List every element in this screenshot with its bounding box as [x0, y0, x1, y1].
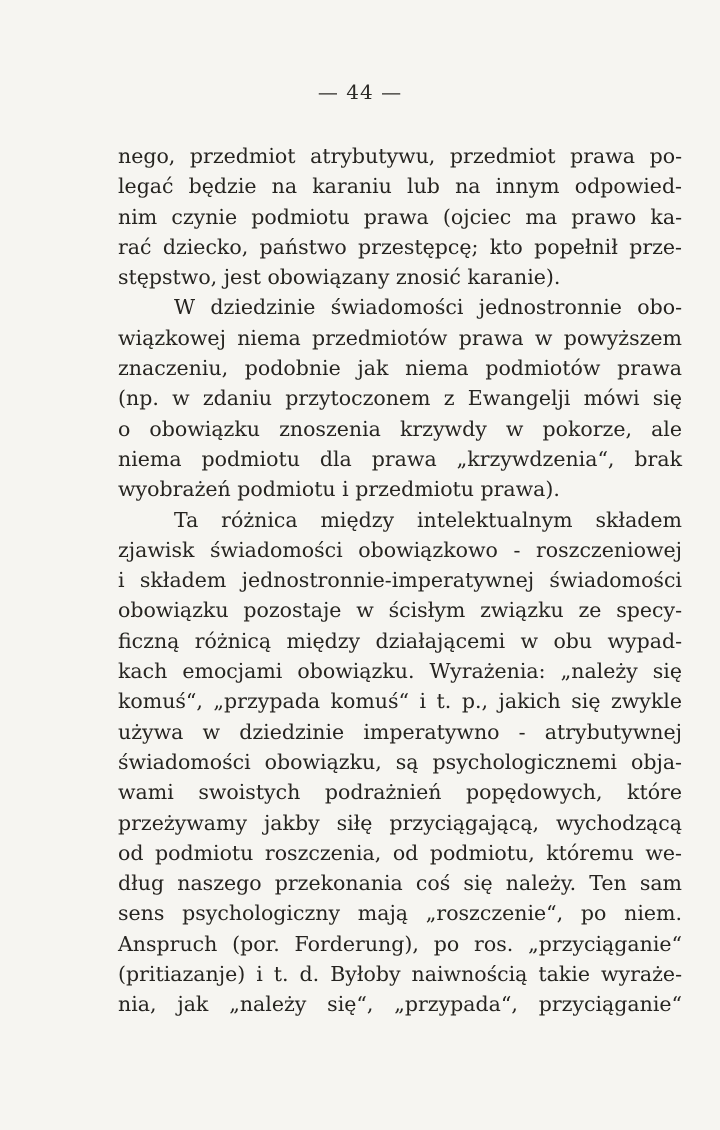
text-line: niema podmiotu dla prawa „krzywdzenia“, brak — [118, 446, 682, 471]
text-line: W dziedzinie świadomości jednostronnie obo- — [174, 295, 682, 320]
text-line: stępstwo, jest obowiązany znosić karanie). — [118, 265, 561, 290]
text-line: zjawisk świadomości obowiązkowo - roszczeniowej — [118, 537, 682, 562]
text-line: Ta różnica między intelektualnym składem — [174, 507, 682, 532]
text-line: używa w dziedzinie imperatywno - atrybutywnej — [118, 719, 682, 744]
text-line: legać będzie na karaniu lub na innym odpowied- — [118, 174, 682, 199]
page-number: — 44 — — [317, 80, 403, 104]
text-line: wami swoistych podrażnień popędowych, które — [118, 780, 682, 805]
text-line: przeżywamy jakby siłę przyciągającą, wychodzącą — [118, 810, 682, 835]
text-line: nia, jak „należy się“, „przypada“, przyciąganie“ — [118, 992, 682, 1017]
text-line: sens psychologiczny mają „roszczenie“, po niem. — [118, 901, 682, 926]
text-line: obowiązku pozostaje w ścisłym związku ze specy- — [118, 598, 682, 623]
text-line: (pritiazanje) i t. d. Byłoby naiwnością takie wyraże- — [118, 962, 682, 987]
text-line: o obowiązku znoszenia krzywdy w pokorze, ale — [118, 416, 682, 441]
text-line: Anspruch (por. Forderung), po ros. „przyciąganie“ — [118, 931, 682, 956]
text-line: świadomości obowiązku, są psychologicznemi obja- — [118, 749, 682, 774]
text-line: rać dziecko, państwo przestępcę; kto popełnił prze- — [118, 234, 682, 259]
text-line: nim czynie podmiotu prawa (ojciec ma prawo ka- — [118, 204, 682, 229]
text-line: dług naszego przekonania coś się należy. Ten sam — [118, 871, 682, 896]
text-line: znaczeniu, podobnie jak niema podmiotów prawa — [118, 356, 682, 381]
text-line: (np. w zdaniu przytoczonem z Ewangelji mówi się — [118, 386, 682, 411]
text-line: ficzną różnicą między działającemi w obu wypad- — [118, 628, 682, 653]
text-line: wiązkowej niema przedmiotów prawa w powyższem — [118, 325, 682, 350]
text-line: wyobrażeń podmiotu i przedmiotu prawa). — [118, 477, 560, 502]
body-text — [118, 141, 682, 1020]
text-line: od podmiotu roszczenia, od podmiotu, któremu we- — [118, 840, 682, 865]
text-line: kach emocjami obowiązku. Wyrażenia: „należy się — [118, 659, 682, 684]
text-line: i składem jednostronnie-imperatywnej świadomości — [118, 568, 682, 593]
text-line: nego, przedmiot atrybutywu, przedmiot prawa po- — [118, 144, 682, 168]
text-line: komuś“, „przypada komuś“ i t. p., jakich się zwykle — [118, 689, 682, 714]
